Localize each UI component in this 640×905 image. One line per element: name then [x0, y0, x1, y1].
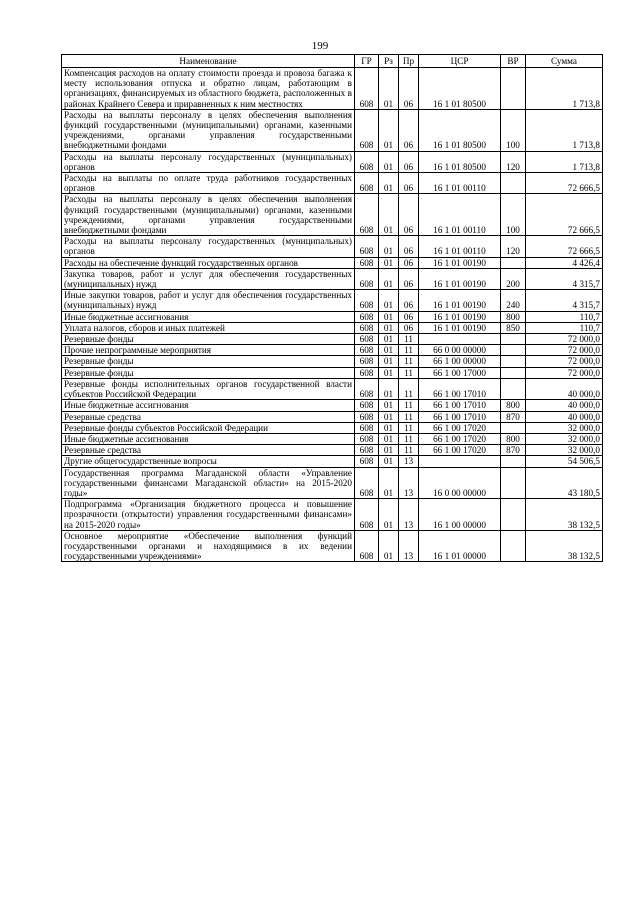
cell-gr: 608: [355, 109, 379, 151]
cell-rz: 01: [379, 411, 399, 422]
cell-pr: 11: [399, 367, 419, 378]
table-row: [62, 499, 603, 531]
cell-csr: 66 1 00 17020: [419, 433, 501, 444]
cell-pr: 11: [399, 345, 419, 356]
table-row: [62, 290, 603, 311]
cell-gr: 608: [355, 334, 379, 345]
cell-gr: 608: [355, 499, 379, 531]
cell-sum: 110,7: [526, 311, 603, 322]
cell-vr: [501, 456, 526, 467]
table-body: [62, 68, 603, 562]
cell-sum: 1 713,8: [526, 109, 603, 151]
cell-sum: 38 132,5: [526, 530, 603, 562]
cell-sum: 72 000,0: [526, 334, 603, 345]
cell-pr: 13: [399, 530, 419, 562]
cell-rz: 01: [379, 151, 399, 172]
cell-gr: 608: [355, 236, 379, 257]
cell-pr: 06: [399, 322, 419, 333]
cell-name: Государственная программа Магаданской области «Управление государственными финансами Магаданской области» на 2015-2020 годы»: [62, 467, 355, 499]
cell-csr: 66 1 00 17000: [419, 367, 501, 378]
cell-sum: 72 666,5: [526, 173, 603, 194]
table-row: [62, 411, 603, 422]
cell-sum: 72 666,5: [526, 236, 603, 257]
cell-rz: 01: [379, 68, 399, 110]
cell-name: Компенсация расходов на оплату стоимости проезда и провоза багажа к месту использования отпуска и обратно лицам, работающим в организациях, финансируемых из областного бюджета, расположенных в районах Крайнего Севера и приравненных к ним местностях: [62, 68, 355, 110]
table-row: [62, 109, 603, 151]
cell-gr: 608: [355, 322, 379, 333]
cell-rz: 01: [379, 433, 399, 444]
table-row: [62, 68, 603, 110]
cell-sum: 32 000,0: [526, 445, 603, 456]
page-number: 199: [311, 40, 329, 52]
cell-sum: 32 000,0: [526, 422, 603, 433]
cell-gr: 608: [355, 194, 379, 236]
cell-vr: [501, 257, 526, 268]
table-row: [62, 236, 603, 257]
cell-name: Резервные фонды: [62, 356, 355, 367]
cell-gr: 608: [355, 530, 379, 562]
cell-vr: 800: [501, 400, 526, 411]
cell-rz: 01: [379, 367, 399, 378]
header-rz: Рз: [379, 55, 399, 68]
cell-rz: 01: [379, 268, 399, 289]
cell-gr: 608: [355, 400, 379, 411]
cell-sum: 38 132,5: [526, 499, 603, 531]
cell-rz: 01: [379, 445, 399, 456]
cell-vr: [501, 378, 526, 399]
cell-name: Иные бюджетные ассигнования: [62, 433, 355, 444]
header-csr: ЦСР: [419, 55, 501, 68]
cell-name: Резервные фонды субъектов Российской Федерации: [62, 422, 355, 433]
cell-gr: 608: [355, 378, 379, 399]
table-row: [62, 400, 603, 411]
budget-table: [61, 54, 603, 562]
cell-gr: 608: [355, 411, 379, 422]
cell-gr: 608: [355, 356, 379, 367]
cell-gr: 608: [355, 257, 379, 268]
table-row: [62, 151, 603, 172]
cell-rz: 01: [379, 322, 399, 333]
table-header-row: [62, 55, 603, 68]
cell-vr: 200: [501, 268, 526, 289]
cell-pr: 11: [399, 445, 419, 456]
header-vr: ВР: [501, 55, 526, 68]
cell-rz: 01: [379, 334, 399, 345]
cell-rz: 01: [379, 311, 399, 322]
cell-rz: 01: [379, 345, 399, 356]
cell-csr: 66 1 00 17010: [419, 400, 501, 411]
cell-sum: 40 000,0: [526, 400, 603, 411]
cell-csr: 16 1 01 00110: [419, 173, 501, 194]
cell-sum: 1 713,8: [526, 151, 603, 172]
cell-vr: 800: [501, 311, 526, 322]
cell-name: Другие общегосударственные вопросы: [62, 456, 355, 467]
cell-rz: 01: [379, 378, 399, 399]
cell-gr: 608: [355, 456, 379, 467]
cell-vr: 870: [501, 411, 526, 422]
cell-name: Прочие непрограммные мероприятия: [62, 345, 355, 356]
table-row: [62, 322, 603, 333]
table-row: [62, 367, 603, 378]
table-row: [62, 173, 603, 194]
cell-vr: [501, 530, 526, 562]
cell-vr: 120: [501, 236, 526, 257]
cell-gr: 608: [355, 345, 379, 356]
cell-pr: 06: [399, 173, 419, 194]
cell-pr: 11: [399, 334, 419, 345]
cell-name: Резервные фонды: [62, 367, 355, 378]
cell-pr: 11: [399, 422, 419, 433]
cell-csr: 16 1 01 80500: [419, 68, 501, 110]
cell-vr: [501, 467, 526, 499]
cell-pr: 11: [399, 433, 419, 444]
cell-vr: 120: [501, 151, 526, 172]
cell-pr: 13: [399, 467, 419, 499]
table-row: [62, 433, 603, 444]
cell-vr: 870: [501, 445, 526, 456]
cell-csr: 16 1 00 00000: [419, 499, 501, 531]
cell-csr: 16 1 01 00110: [419, 194, 501, 236]
cell-rz: 01: [379, 257, 399, 268]
cell-name: Расходы на выплаты персоналу государственных (муниципальных) органов: [62, 151, 355, 172]
cell-name: Закупка товаров, работ и услуг для обеспечения государственных (муниципальных) нужд: [62, 268, 355, 289]
cell-gr: 608: [355, 367, 379, 378]
cell-name: Иные бюджетные ассигнования: [62, 311, 355, 322]
cell-name: Расходы на выплаты по оплате труда работников государственных органов: [62, 173, 355, 194]
cell-gr: 608: [355, 311, 379, 322]
cell-csr: 16 1 01 00190: [419, 311, 501, 322]
cell-csr: 16 1 01 00190: [419, 268, 501, 289]
cell-sum: 1 713,8: [526, 68, 603, 110]
table-row: [62, 194, 603, 236]
cell-sum: 72 666,5: [526, 194, 603, 236]
cell-vr: [501, 499, 526, 531]
header-pr: Пр: [399, 55, 419, 68]
cell-vr: [501, 173, 526, 194]
cell-name: Основное мероприятие «Обеспечение выполнения функций государственными органами и находящимися в их ведении государственными учреждениями»: [62, 530, 355, 562]
table-row: [62, 345, 603, 356]
table-row: [62, 456, 603, 467]
cell-name: Уплата налогов, сборов и иных платежей: [62, 322, 355, 333]
cell-sum: 4 315,7: [526, 290, 603, 311]
cell-pr: 11: [399, 356, 419, 367]
cell-vr: 100: [501, 194, 526, 236]
cell-csr: 16 1 01 80500: [419, 151, 501, 172]
cell-pr: 06: [399, 236, 419, 257]
cell-vr: [501, 334, 526, 345]
table-row: [62, 334, 603, 345]
cell-csr: [419, 456, 501, 467]
cell-sum: 43 180,5: [526, 467, 603, 499]
cell-sum: 32 000,0: [526, 433, 603, 444]
cell-pr: 06: [399, 268, 419, 289]
cell-pr: 06: [399, 194, 419, 236]
cell-csr: 16 1 01 00110: [419, 236, 501, 257]
cell-csr: 66 1 00 17020: [419, 445, 501, 456]
header-sum: Сумма: [526, 55, 603, 68]
cell-rz: 01: [379, 467, 399, 499]
cell-sum: 54 506,5: [526, 456, 603, 467]
table-row: [62, 257, 603, 268]
cell-pr: 06: [399, 151, 419, 172]
table-row: [62, 530, 603, 562]
cell-pr: 06: [399, 68, 419, 110]
cell-rz: 01: [379, 290, 399, 311]
cell-vr: [501, 367, 526, 378]
cell-vr: [501, 68, 526, 110]
cell-rz: 01: [379, 499, 399, 531]
cell-gr: 608: [355, 467, 379, 499]
cell-csr: [419, 334, 501, 345]
cell-sum: 110,7: [526, 322, 603, 333]
cell-csr: 66 1 00 17010: [419, 411, 501, 422]
cell-gr: 608: [355, 268, 379, 289]
cell-pr: 06: [399, 290, 419, 311]
cell-vr: [501, 345, 526, 356]
cell-gr: 608: [355, 422, 379, 433]
cell-sum: 4 426,4: [526, 257, 603, 268]
table-row: [62, 311, 603, 322]
cell-vr: [501, 356, 526, 367]
cell-name: Резервные фонды: [62, 334, 355, 345]
table-row: [62, 268, 603, 289]
cell-pr: 13: [399, 499, 419, 531]
cell-csr: 66 1 00 00000: [419, 356, 501, 367]
cell-rz: 01: [379, 356, 399, 367]
cell-vr: [501, 422, 526, 433]
cell-name: Резервные фонды исполнительных органов государственной власти субъектов Российской Федерации: [62, 378, 355, 399]
cell-vr: 240: [501, 290, 526, 311]
cell-gr: 608: [355, 445, 379, 456]
cell-gr: 608: [355, 151, 379, 172]
table-row: [62, 467, 603, 499]
header-name: Наименование: [62, 55, 355, 68]
cell-csr: 66 0 00 00000: [419, 345, 501, 356]
cell-csr: 66 1 00 17010: [419, 378, 501, 399]
cell-pr: 06: [399, 311, 419, 322]
cell-name: Резервные средства: [62, 411, 355, 422]
cell-sum: 4 315,7: [526, 268, 603, 289]
cell-rz: 01: [379, 456, 399, 467]
cell-name: Подпрограмма «Организация бюджетного процесса и повышение прозрачности (открытости) управления государственными финансами» на 2015-2020 годы»: [62, 499, 355, 531]
table-row: [62, 356, 603, 367]
cell-name: Расходы на выплаты персоналу в целях обеспечения выполнения функций государственными (муниципальными) органами, казенными учреждениями, органами управления государственными внебюджетными фондами: [62, 109, 355, 151]
cell-gr: 608: [355, 173, 379, 194]
cell-csr: 66 1 00 17020: [419, 422, 501, 433]
cell-name: Иные закупки товаров, работ и услуг для обеспечения государственных (муниципальных) нужд: [62, 290, 355, 311]
cell-vr: 100: [501, 109, 526, 151]
cell-sum: 40 000,0: [526, 411, 603, 422]
cell-pr: 06: [399, 257, 419, 268]
header-gr: ГР: [355, 55, 379, 68]
cell-rz: 01: [379, 194, 399, 236]
cell-pr: 06: [399, 109, 419, 151]
cell-sum: 40 000,0: [526, 378, 603, 399]
cell-vr: 800: [501, 433, 526, 444]
cell-csr: 16 1 01 00190: [419, 257, 501, 268]
cell-sum: 72 000,0: [526, 345, 603, 356]
cell-vr: 850: [501, 322, 526, 333]
cell-csr: 16 1 01 00000: [419, 530, 501, 562]
cell-rz: 01: [379, 422, 399, 433]
cell-csr: 16 1 01 00190: [419, 290, 501, 311]
cell-pr: 13: [399, 456, 419, 467]
cell-name: Расходы на выплаты персоналу в целях обеспечения выполнения функций государственными (муниципальными) органами, казенными учреждениями, органами управления государственными внебюджетными фондами: [62, 194, 355, 236]
cell-name: Резервные средства: [62, 445, 355, 456]
cell-rz: 01: [379, 173, 399, 194]
cell-pr: 11: [399, 411, 419, 422]
cell-pr: 11: [399, 400, 419, 411]
cell-gr: 608: [355, 433, 379, 444]
cell-rz: 01: [379, 530, 399, 562]
cell-name: Расходы на выплаты персоналу государственных (муниципальных) органов: [62, 236, 355, 257]
cell-sum: 72 000,0: [526, 356, 603, 367]
table-row: [62, 422, 603, 433]
cell-name: Иные бюджетные ассигнования: [62, 400, 355, 411]
cell-csr: 16 1 01 80500: [419, 109, 501, 151]
cell-rz: 01: [379, 236, 399, 257]
cell-rz: 01: [379, 400, 399, 411]
cell-csr: 16 1 01 00190: [419, 322, 501, 333]
cell-sum: 72 000,0: [526, 367, 603, 378]
table-row: [62, 378, 603, 399]
cell-name: Расходы на обеспечение функций государственных органов: [62, 257, 355, 268]
cell-gr: 608: [355, 290, 379, 311]
cell-gr: 608: [355, 68, 379, 110]
cell-rz: 01: [379, 109, 399, 151]
table-row: [62, 445, 603, 456]
cell-csr: 16 0 00 00000: [419, 467, 501, 499]
cell-pr: 11: [399, 378, 419, 399]
